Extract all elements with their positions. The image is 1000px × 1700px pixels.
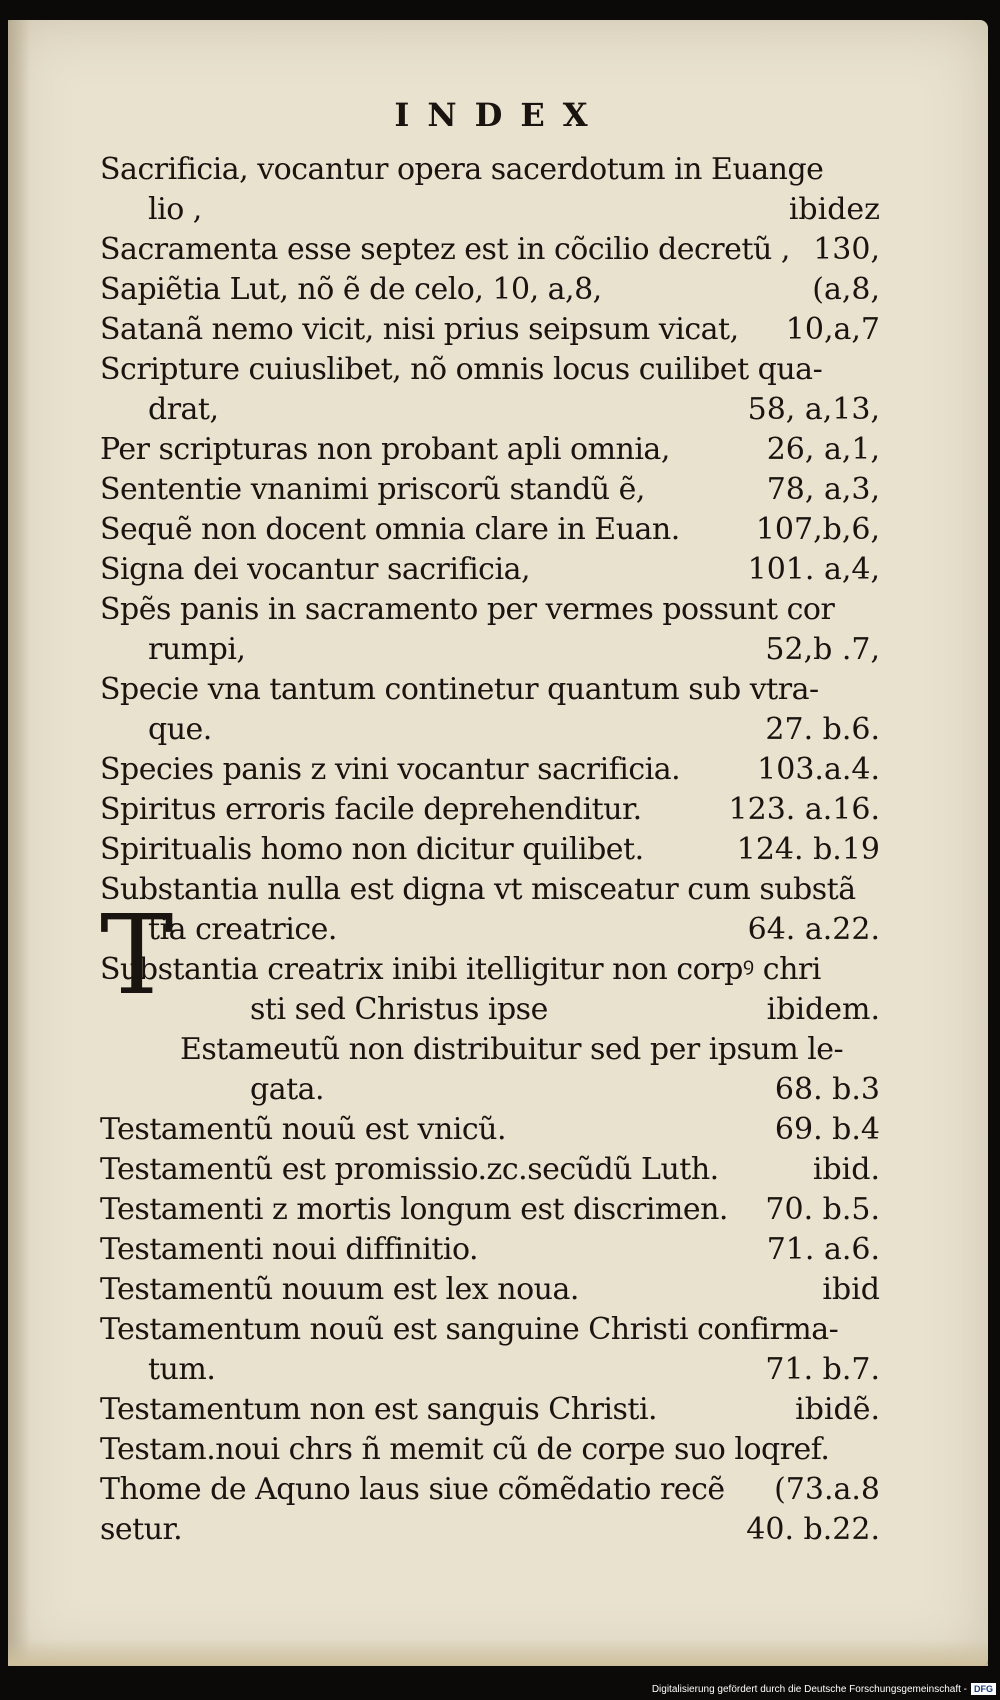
digitization-credit bbox=[652, 1683, 996, 1695]
index-text: Satanã nemo vicit, nisi prius seipsum vicat, bbox=[100, 312, 739, 347]
index-ref: ibidez bbox=[788, 192, 880, 227]
index-ref: 71. a.6. bbox=[766, 1232, 880, 1267]
index-ref: 107,b,6, bbox=[755, 512, 880, 547]
credit-text: Digitalisierung gefördert durch die Deutsche Forschungsgemeinschaft - bbox=[651, 1683, 967, 1695]
index-text: Species panis z vini vocantur sacrificia. bbox=[100, 752, 681, 787]
index-line bbox=[100, 1350, 880, 1390]
index-line bbox=[100, 870, 880, 910]
index-text: Spiritus erroris facile deprehenditur. bbox=[100, 792, 642, 827]
index-line bbox=[100, 790, 880, 830]
index-ref: 64. a.22. bbox=[747, 912, 880, 947]
index-ref: 70. b.5. bbox=[765, 1192, 880, 1227]
index-text: tia creatrice. bbox=[148, 912, 337, 947]
index-ref: 58, a,13, bbox=[747, 392, 880, 427]
index-text: Testam.noui chrs ñ memit cũ de corpe suo loqref. bbox=[100, 1432, 830, 1467]
index-text: que. bbox=[148, 712, 212, 747]
index-ref: ibidẽ. bbox=[795, 1392, 880, 1427]
index-entries bbox=[100, 150, 880, 1550]
index-ref: 103.a.4. bbox=[757, 752, 880, 787]
decorated-initial-T: T bbox=[100, 891, 174, 1019]
index-text: Specie vna tantum continetur quantum sub vtra- bbox=[100, 672, 819, 707]
index-text: Testamentum non est sanguis Christi. bbox=[100, 1392, 658, 1427]
index-ref: 26, a,1, bbox=[766, 432, 880, 467]
index-line bbox=[100, 1070, 880, 1110]
index-ref: (73.a.8 bbox=[774, 1472, 880, 1507]
index-line bbox=[100, 270, 880, 310]
index-line bbox=[100, 830, 880, 870]
index-text: Spẽs panis in sacramento per vermes possunt cor bbox=[100, 592, 835, 627]
index-line bbox=[100, 470, 880, 510]
index-text: Testamentũ est promissio.zc.secũdũ Luth. bbox=[100, 1152, 719, 1187]
index-line bbox=[100, 670, 880, 710]
index-text: Sacrificia, vocantur opera sacerdotum in Euange bbox=[100, 152, 824, 187]
index-ref: 68. b.3 bbox=[774, 1072, 880, 1107]
index-text: lio , bbox=[148, 192, 202, 227]
index-text: Scripture cuiuslibet, nõ omnis locus cuilibet qua- bbox=[100, 352, 823, 387]
page-header: INDEX bbox=[394, 96, 606, 134]
index-line bbox=[100, 150, 880, 190]
index-line bbox=[100, 550, 880, 590]
index-text: Thome de Aquno laus siue cõmẽdatio recẽ bbox=[100, 1472, 725, 1507]
index-line bbox=[100, 230, 880, 270]
index-line bbox=[100, 1030, 880, 1070]
dfg-logo: DFG bbox=[971, 1683, 996, 1695]
index-ref: ibidem. bbox=[766, 992, 880, 1027]
index-line bbox=[100, 310, 880, 350]
index-text: Testamenti z mortis longum est discrimen. bbox=[100, 1192, 728, 1227]
index-text: Per scripturas non probant apli omnia, bbox=[100, 432, 670, 467]
index-line bbox=[100, 990, 880, 1030]
index-line bbox=[100, 1390, 880, 1430]
index-line bbox=[100, 710, 880, 750]
index-ref: 78, a,3, bbox=[766, 472, 880, 507]
page-gutter-shadow bbox=[8, 20, 30, 1665]
index-text: Sententie vnanimi priscorũ standũ ẽ, bbox=[100, 472, 645, 507]
index-ref: 71. b.7. bbox=[765, 1352, 880, 1387]
index-ref: 27. b.6. bbox=[765, 712, 880, 747]
index-ref: 130, bbox=[813, 232, 880, 267]
index-line bbox=[100, 1310, 880, 1350]
index-text: Sapiẽtia Lut, nõ ẽ de celo, 10, a,8, bbox=[100, 272, 602, 307]
index-text: drat, bbox=[148, 392, 219, 427]
index-text: setur. bbox=[100, 1512, 183, 1547]
index-line bbox=[100, 1470, 880, 1510]
index-line bbox=[100, 430, 880, 470]
index-text: Spiritualis homo non dicitur quilibet. bbox=[100, 832, 644, 867]
index-line bbox=[100, 1270, 880, 1310]
index-text: Testamentũ nouum est lex noua. bbox=[100, 1272, 579, 1307]
index-line bbox=[100, 630, 880, 670]
index-ref: 40. b.22. bbox=[746, 1512, 880, 1547]
index-line bbox=[100, 1150, 880, 1190]
index-line bbox=[100, 1430, 880, 1470]
index-ref: 101. a,4, bbox=[747, 552, 880, 587]
index-line bbox=[100, 950, 880, 990]
index-text: Estameutũ non distribuitur sed per ipsum le- bbox=[180, 1032, 844, 1067]
index-text: Testamentum nouũ est sanguine Christi confirma- bbox=[100, 1312, 839, 1347]
index-line bbox=[100, 590, 880, 630]
index-line bbox=[100, 1190, 880, 1230]
index-ref: 10,a,7 bbox=[785, 312, 880, 347]
page-bottom-edge bbox=[8, 1640, 988, 1666]
index-ref: ibid bbox=[822, 1272, 880, 1307]
index-text: Testamentũ nouũ est vnicũ. bbox=[100, 1112, 507, 1147]
index-ref: 124. b.19 bbox=[736, 832, 880, 867]
index-text: Substantia nulla est digna vt misceatur cum substã bbox=[100, 872, 856, 907]
index-ref: 69. b.4 bbox=[774, 1112, 880, 1147]
index-ref: 52,b .7, bbox=[765, 632, 880, 667]
index-text: tum. bbox=[148, 1352, 216, 1387]
index-line bbox=[100, 1110, 880, 1150]
index-line bbox=[100, 910, 880, 950]
index-text: Sequẽ non docent omnia clare in Euan. bbox=[100, 512, 680, 547]
index-text: Substantia creatrix inibi itelligitur non corpꝰ chri bbox=[100, 952, 821, 987]
index-text: Testamenti noui diffinitio. bbox=[100, 1232, 479, 1267]
index-ref: 123. a.16. bbox=[728, 792, 880, 827]
index-line bbox=[100, 390, 880, 430]
index-line bbox=[100, 510, 880, 550]
index-line bbox=[100, 1510, 880, 1550]
index-text: sti sed Christus ipse bbox=[250, 992, 548, 1027]
index-line bbox=[100, 350, 880, 390]
index-text: Sacramenta esse septez est in cõcilio decretũ , bbox=[100, 232, 790, 267]
index-ref: (a,8, bbox=[812, 272, 880, 307]
index-line bbox=[100, 1230, 880, 1270]
index-text: gata. bbox=[250, 1072, 325, 1107]
index-text: Signa dei vocantur sacrificia, bbox=[100, 552, 530, 587]
index-ref: ibid. bbox=[812, 1152, 880, 1187]
index-text: rumpi, bbox=[148, 632, 246, 667]
index-line bbox=[100, 190, 880, 230]
index-line bbox=[100, 750, 880, 790]
